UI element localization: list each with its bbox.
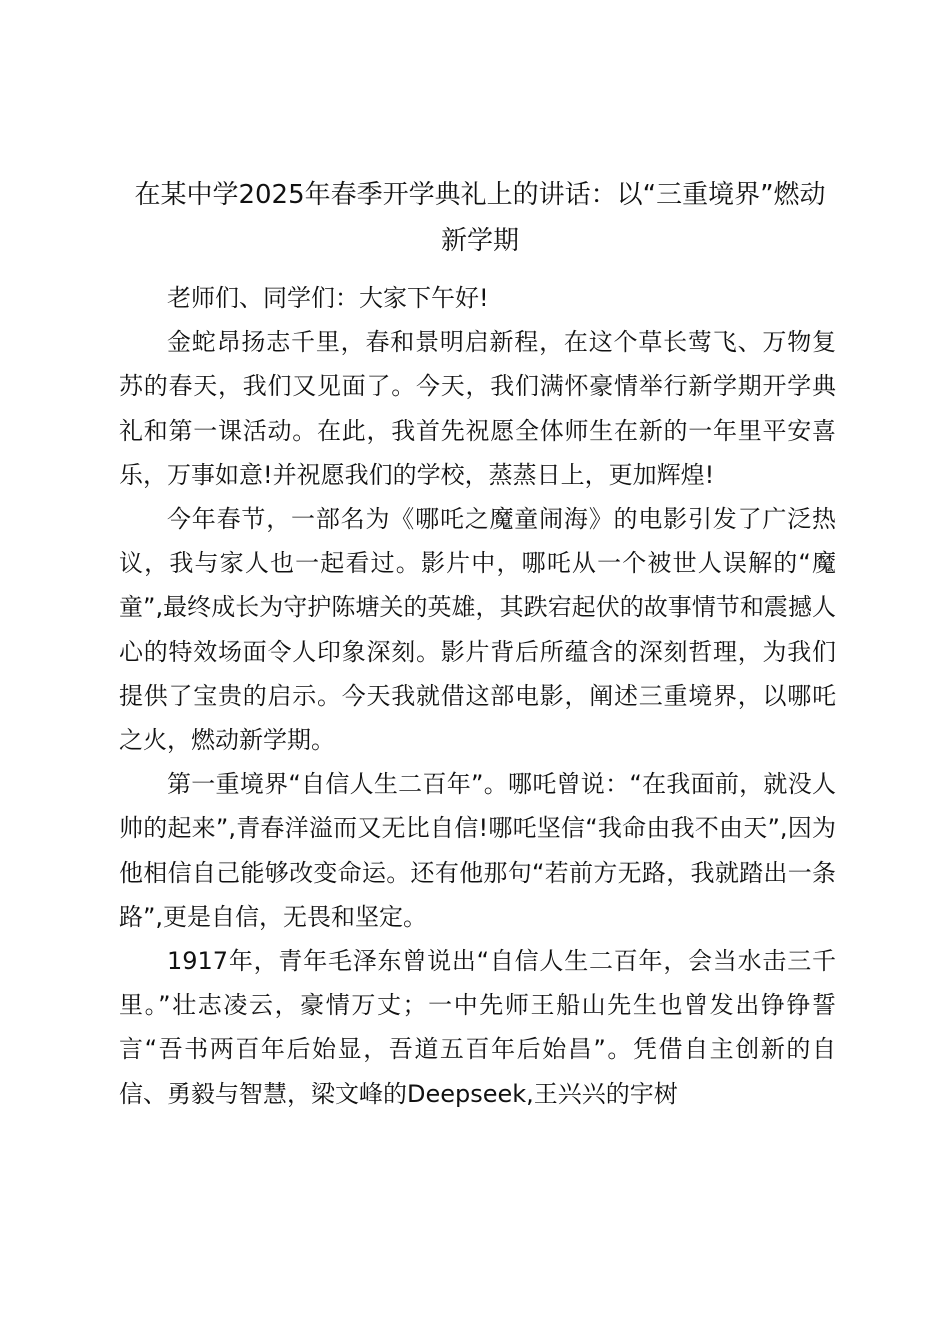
paragraph-opening: 金蛇昂扬志千里，春和景明启新程，在这个草长莺飞、万物复苏的春天，我们又见面了。今天，我们满怀豪情举行新学期开学典礼和第一课活动。在此，我首先祝愿全体师生在新的一年里平安喜乐，万事如意!并祝愿我们的学校，蒸蒸日上，更加辉煌! [119,328,836,489]
paragraph-film-intro: 今年春节，一部名为《哪吒之魔童闹海》的电影引发了广泛热议，我与家人也一起看过。影片中，哪吒从一个被世人误解的“魔童”,最终成长为守护陈塘关的英雄，其跌宕起伏的故事情节和震撼人心的特效场面令人印象深刻。影片背后所蕴含的深刻哲理，为我们提供了宝贵的启示。今天我就借这部电影，阐述三重境界，以哪吒之火，燃动新学期。 [119,505,836,755]
paragraph-history: 1917年，青年毛泽东曾说出“自信人生二百年，会当水击三千里。”壮志凌云，豪情万丈；一中先师王船山先生也曾发出铮铮誓言“吾书两百年后始显，吾道五百年后始昌”。凭借自主创新的自信、勇毅与智慧，梁文峰的Deepseek,王兴兴的宇树 [119,947,836,1108]
paragraph-greeting: 老师们、同学们：大家下午好! [167,284,489,312]
paragraph-first-realm: 第一重境界“自信人生二百年”。哪吒曾说：“在我面前，就没人帅的起来”,青春洋溢而又无比自信!哪吒坚信“我命由我不由天”,因为他相信自己能够改变命运。还有他那句“若前方无路，我就踏出一条路”,更是自信，无畏和坚定。 [119,770,836,931]
document-title: 在某中学2025年春季开学典礼上的讲话：以“三重境界”燃动新学期 [134,180,826,256]
document-body [119,276,836,1116]
